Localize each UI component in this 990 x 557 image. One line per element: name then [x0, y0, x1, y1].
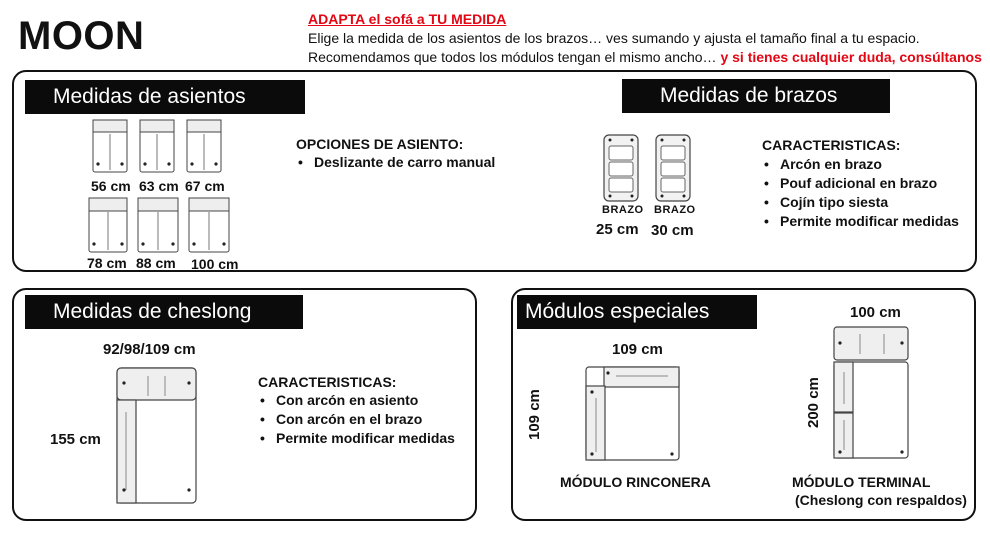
terminal-width-label: 100 cm [850, 304, 901, 321]
cheslong-width-label: 92/98/109 cm [103, 341, 196, 358]
seat-size-label: 56 cm [91, 178, 131, 194]
terminal-length-label: 200 cm [805, 377, 822, 428]
corner-width-label: 109 cm [612, 341, 663, 358]
seats-title-bar: Medidas de asientos [25, 80, 305, 114]
seat-size-label: 100 cm [191, 256, 239, 272]
seat-size-label: 67 cm [185, 178, 225, 194]
cheslong-title-bar: Medidas de cheslong [25, 295, 303, 329]
arm-tag: BRAZO [602, 204, 644, 216]
corner-depth-label: 109 cm [526, 389, 543, 440]
arms-title-bar: Medidas de brazos [622, 79, 890, 113]
cheslong-features-heading: CARACTERISTICAS: [258, 374, 397, 390]
arm-feature-item: • Arcón en brazo [762, 155, 959, 174]
special-title-bar: Módulos especiales [517, 295, 757, 329]
cheslong-length-label: 155 cm [50, 431, 101, 448]
arm-feature-item: • Cojín tipo siesta [762, 193, 959, 212]
intro-line-2-highlight: y si tienes cualquier duda, consúltanos [716, 49, 982, 65]
intro-line-1: Elige la medida de los asientos de los brazos… ves sumando y ajusta el tamaño final a tu espacio. [308, 30, 920, 46]
arm-size-label: 25 cm [596, 221, 639, 238]
arm-size-label: 30 cm [651, 222, 694, 239]
cheslong-feature-item: • Con arcón en el brazo [258, 410, 455, 429]
arm-tag: BRAZO [654, 204, 696, 216]
arm-feature-item: • Permite modificar medidas [762, 212, 959, 231]
arm-feature-item: • Pouf adicional en brazo [762, 174, 959, 193]
terminal-module-label: MÓDULO TERMINAL [792, 474, 931, 490]
corner-module-label: MÓDULO RINCONERA [560, 474, 711, 490]
intro-headline: ADAPTA el sofá a TU MEDIDA [308, 11, 507, 27]
intro-line-2-text: Recomendamos que todos los módulos tengan el mismo ancho… [308, 49, 717, 65]
terminal-module-sublabel: (Cheslong con respaldos) [795, 492, 967, 508]
brand-title: MOON [18, 14, 145, 58]
arm-features-heading: CARACTERISTICAS: [762, 137, 901, 153]
seat-size-label: 78 cm [87, 255, 127, 271]
seat-options-heading: OPCIONES DE ASIENTO: [296, 136, 464, 152]
seat-size-label: 88 cm [136, 255, 176, 271]
cheslong-feature-item: • Con arcón en asiento [258, 391, 455, 410]
seat-size-label: 63 cm [139, 178, 179, 194]
cheslong-feature-item: • Permite modificar medidas [258, 429, 455, 448]
seat-option-item: • Deslizante de carro manual [296, 153, 495, 172]
